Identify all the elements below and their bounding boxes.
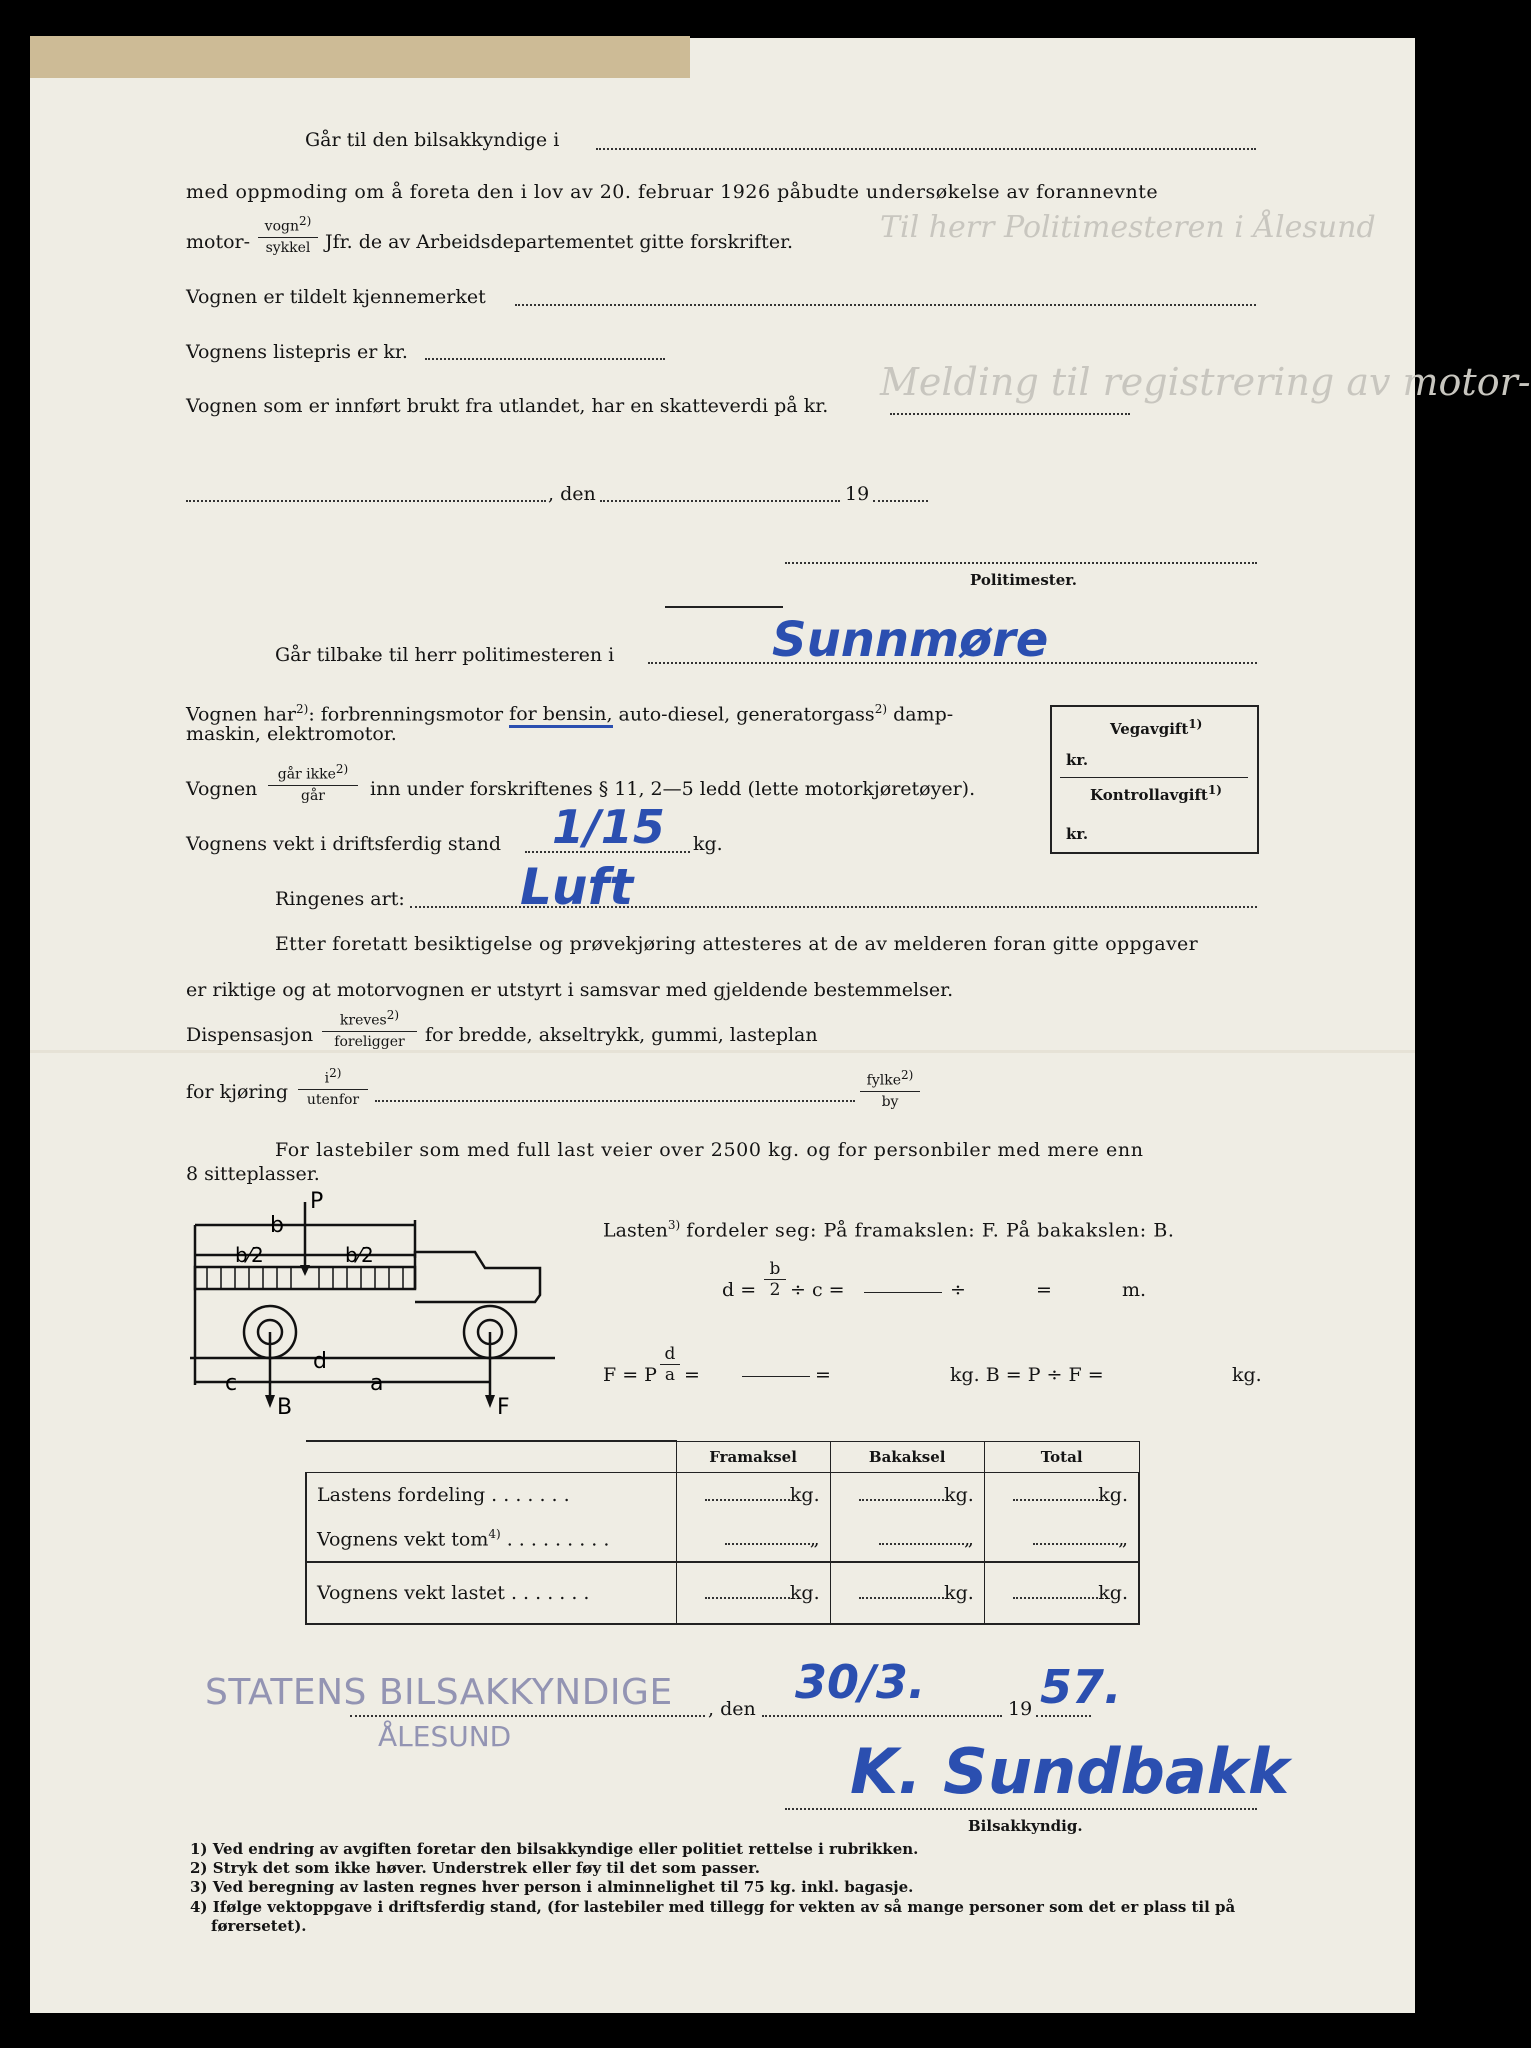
table-corner xyxy=(306,1441,676,1473)
line-gar-til: Går til den bilsakkyndige i xyxy=(305,129,560,151)
fill-listepris[interactable] xyxy=(425,358,665,360)
motor-fraction: vogn2) sykkel xyxy=(258,212,318,257)
engine-underlined: for bensin, xyxy=(509,703,612,728)
label-year-1: 19 xyxy=(845,483,870,505)
cell-unit[interactable]: kg. xyxy=(676,1562,830,1624)
kr-label-2: kr. xyxy=(1066,825,1089,843)
frac-top: fylke xyxy=(866,1072,901,1089)
formula-f-label: F = P xyxy=(603,1364,657,1386)
label-year-2: 19 xyxy=(1008,1698,1033,1720)
footnote-2: 2) Stryk det som ikke høver. Understrek eller føy til det som passer. xyxy=(190,1859,760,1877)
frac-top: d xyxy=(664,1344,676,1364)
label-den-2: , den xyxy=(708,1698,756,1720)
diagram-label-B: B xyxy=(277,1395,293,1420)
fill-skatteverdi[interactable] xyxy=(890,413,1130,415)
row-label: Vognens vekt lastet . . . . . . . xyxy=(306,1562,676,1624)
formula-eq: = xyxy=(1036,1279,1052,1301)
frac-bottom: a xyxy=(664,1365,676,1385)
footnote-4: 4) Ifølge vektoppgave i driftsferdig stand, (for lastebiler med tillegg for vekten av så mange personer som det er plass til på xyxy=(190,1898,1236,1916)
cell-unit[interactable]: „ xyxy=(676,1517,830,1562)
lasten-label: Lasten xyxy=(603,1219,668,1242)
formula-kg-end: kg. xyxy=(1232,1364,1262,1386)
label-disp-suffix: for bredde, akseltrykk, gummi, lasteplan xyxy=(425,1024,818,1046)
sup: 3) xyxy=(667,1218,681,1232)
label-den-1: , den xyxy=(548,483,596,505)
lasten-line xyxy=(603,1213,1175,1242)
formula-f-eq2: = xyxy=(684,1364,700,1386)
label-kjennemerke: Vognen er tildelt kjennemerket xyxy=(186,286,486,308)
diagram-label-b-half-1: b⁄2 xyxy=(235,1243,264,1267)
formula-d-over-a xyxy=(660,1345,680,1384)
label-politimester: Politimester. xyxy=(970,571,1077,589)
label-forskrift: inn under forskriftenes § 11, 2—5 ledd (lette motorkjøretøyer). xyxy=(370,778,976,800)
attest-line-1: Etter foretatt besiktigelse og prøvekjøring attesteres at de av melderen foran gitte oppgaver xyxy=(275,933,1198,955)
label-listepris: Vognens listepris er kr. xyxy=(186,341,408,363)
header-framaksel: Framaksel xyxy=(676,1441,830,1473)
table-row xyxy=(306,1562,1139,1624)
engine-c: damp- xyxy=(893,703,954,726)
line-oppmoding: med oppmoding om å foreta den i lov av 20. februar 1926 påbudte undersøkelse av forannevnte xyxy=(186,181,1159,203)
table-row xyxy=(306,1473,1139,1518)
handwritten-ringenes: Luft xyxy=(520,858,634,916)
diagram-label-b: b xyxy=(270,1213,284,1238)
label-skatteverdi: Vognen som er innført brukt fra utlandet, har en skatteverdi på kr. xyxy=(186,395,829,417)
frac-bottom: 2 xyxy=(769,1280,781,1300)
label-dispensasjon: Dispensasjon xyxy=(186,1024,314,1046)
bleed-through-line-1: Til herr Politimesteren i Ålesund xyxy=(880,210,1376,245)
cell-unit[interactable]: kg. xyxy=(984,1562,1139,1624)
frac-top: i xyxy=(324,1070,330,1087)
cell-unit[interactable]: „ xyxy=(830,1517,984,1562)
diagram-label-F: F xyxy=(497,1395,510,1420)
bleed-through-line-2: Melding til registrering av motor- xyxy=(880,360,1531,404)
formula-blank-2[interactable] xyxy=(742,1376,810,1377)
formula-d-label: d = xyxy=(722,1279,757,1301)
fill-place-1[interactable] xyxy=(186,500,546,502)
footnote-3: 3) Ved beregning av lasten regnes hver person i alminnelighet til 75 kg. inkl. bagasje. xyxy=(190,1878,914,1896)
row-label: Lastens fordeling . . . . . . . xyxy=(306,1473,676,1518)
motor-prefix: motor- xyxy=(186,231,251,253)
kr-label-1: kr. xyxy=(1066,751,1089,769)
gar-fraction: går ikke2) går xyxy=(268,760,358,805)
frac-top: går ikke xyxy=(277,766,336,783)
cell-unit[interactable]: kg. xyxy=(676,1473,830,1518)
label-gar-tilbake: Går tilbake til herr politimesteren i xyxy=(275,644,615,666)
formula-m: m. xyxy=(1122,1279,1147,1301)
formula-d-rest: ÷ c = xyxy=(790,1279,845,1301)
kontrollavgift-label: Kontrollavgift xyxy=(1090,786,1208,804)
vognen-har: Vognen har xyxy=(186,703,296,726)
frac-top: kreves xyxy=(339,1012,387,1029)
truck-load-diagram xyxy=(185,1190,565,1420)
handwritten-vekt: 1/15 xyxy=(552,800,665,854)
fold-line xyxy=(30,1050,1415,1053)
fee-box xyxy=(1050,705,1259,854)
frac-bottom: går xyxy=(300,787,325,804)
label-ringenes: Ringenes art: xyxy=(275,888,405,910)
fylke-fraction: fylke2) by xyxy=(860,1066,920,1111)
fill-date-1[interactable] xyxy=(600,500,840,502)
handwritten-year: 57. xyxy=(1040,1660,1122,1714)
row-label: Vognens vekt tom$^{4)}$ . . . . . . . . . xyxy=(306,1517,676,1562)
cell-unit[interactable]: „ xyxy=(984,1517,1139,1562)
vegavgift-label: Vegavgift xyxy=(1110,720,1189,738)
cell-unit[interactable]: kg. xyxy=(984,1473,1139,1518)
handwritten-signature: K. Sundbakk xyxy=(850,1735,1290,1808)
official-stamp-line-2: ÅLESUND xyxy=(378,1720,512,1753)
formula-kg-b: kg. B = P ÷ F = xyxy=(950,1364,1104,1386)
frac-top: vogn xyxy=(264,218,299,235)
frac-bottom: utenfor xyxy=(306,1091,360,1108)
handwritten-place: Sunnmøre xyxy=(772,612,1049,668)
label-kjoring: for kjøring xyxy=(186,1081,288,1103)
sup: 1) xyxy=(1188,717,1203,731)
frac-bottom: by xyxy=(881,1093,899,1110)
diagram-label-d: d xyxy=(313,1349,327,1374)
section-divider xyxy=(665,606,783,608)
diagram-label-a: a xyxy=(370,1371,384,1396)
diagram-label-b-half-2: b⁄2 xyxy=(345,1243,374,1267)
formula-blank-1[interactable] xyxy=(864,1292,942,1293)
frac-top: b xyxy=(769,1259,781,1279)
lastebil-line-2: 8 sitteplasser. xyxy=(186,1163,320,1185)
header-bakaksel: Bakaksel xyxy=(830,1441,984,1473)
cell-unit[interactable]: kg. xyxy=(830,1473,984,1518)
engine-a: : forbrenningsmotor xyxy=(308,703,504,726)
fill-date-2[interactable] xyxy=(762,1715,1002,1717)
formula-b-half xyxy=(764,1260,786,1299)
footnote-4-cont: førersetet). xyxy=(211,1917,307,1935)
label-vognen: Vognen xyxy=(186,778,258,800)
frac-bottom: sykkel xyxy=(265,239,311,256)
frac-bottom: foreligger xyxy=(334,1033,405,1050)
fill-year-1[interactable] xyxy=(873,500,928,502)
attest-line-2: er riktige og at motorvognen er utstyrt i samsvar med gjeldende bestemmelser. xyxy=(186,979,954,1001)
fill-year-2[interactable] xyxy=(1036,1715,1091,1717)
engine-b: auto-diesel, generatorgass xyxy=(618,703,875,726)
lastebil-line-1: For lastebiler som med full last veier over 2500 kg. og for personbiler med mere enn xyxy=(275,1139,1144,1161)
sup: 2) xyxy=(295,702,309,716)
motor-suffix: Jfr. de av Arbeidsdepartementet gitte forskrifter. xyxy=(325,231,794,253)
paper-tab-edge xyxy=(30,36,690,78)
signature-line-bilsakkyndig[interactable] xyxy=(785,1808,1257,1810)
disp-fraction: kreves2) foreligger xyxy=(322,1006,417,1051)
handwritten-date: 30/3. xyxy=(795,1655,926,1709)
signature-line-politimester[interactable] xyxy=(785,562,1257,564)
sup: 2) xyxy=(874,702,888,716)
label-vekt: Vognens vekt i driftsferdig stand xyxy=(186,833,502,855)
cell-unit[interactable]: kg. xyxy=(830,1562,984,1624)
diagram-label-c: c xyxy=(225,1371,238,1396)
load-distribution-table xyxy=(305,1440,1140,1625)
sup: 1) xyxy=(1207,783,1222,797)
header-total: Total xyxy=(984,1441,1139,1473)
label-vekt-unit: kg. xyxy=(693,833,723,855)
fill-bilsakkyndige-place[interactable] xyxy=(596,148,1256,150)
engine-line-2: maskin, elektromotor. xyxy=(186,723,397,745)
lasten-rest: fordeler seg: På framakslen: F. På bakakslen: B. xyxy=(686,1219,1175,1242)
formula-f-eq3: = xyxy=(815,1364,831,1386)
official-stamp-line-1: STATENS BILSAKKYNDIGE xyxy=(205,1672,673,1713)
table-row xyxy=(306,1517,1139,1562)
fill-kjoring[interactable] xyxy=(375,1100,855,1102)
kjoring-fraction: i2) utenfor xyxy=(298,1064,368,1109)
fill-kjennemerke[interactable] xyxy=(515,304,1256,306)
formula-div: ÷ xyxy=(950,1279,966,1301)
diagram-label-p: P xyxy=(310,1189,324,1214)
footnote-1: 1) Ved endring av avgiften foretar den bilsakkyndige eller politiet rettelse i rubrikken. xyxy=(190,1840,919,1858)
fill-sign-place[interactable] xyxy=(350,1715,705,1717)
label-bilsakkyndig: Bilsakkyndig. xyxy=(968,1817,1083,1835)
